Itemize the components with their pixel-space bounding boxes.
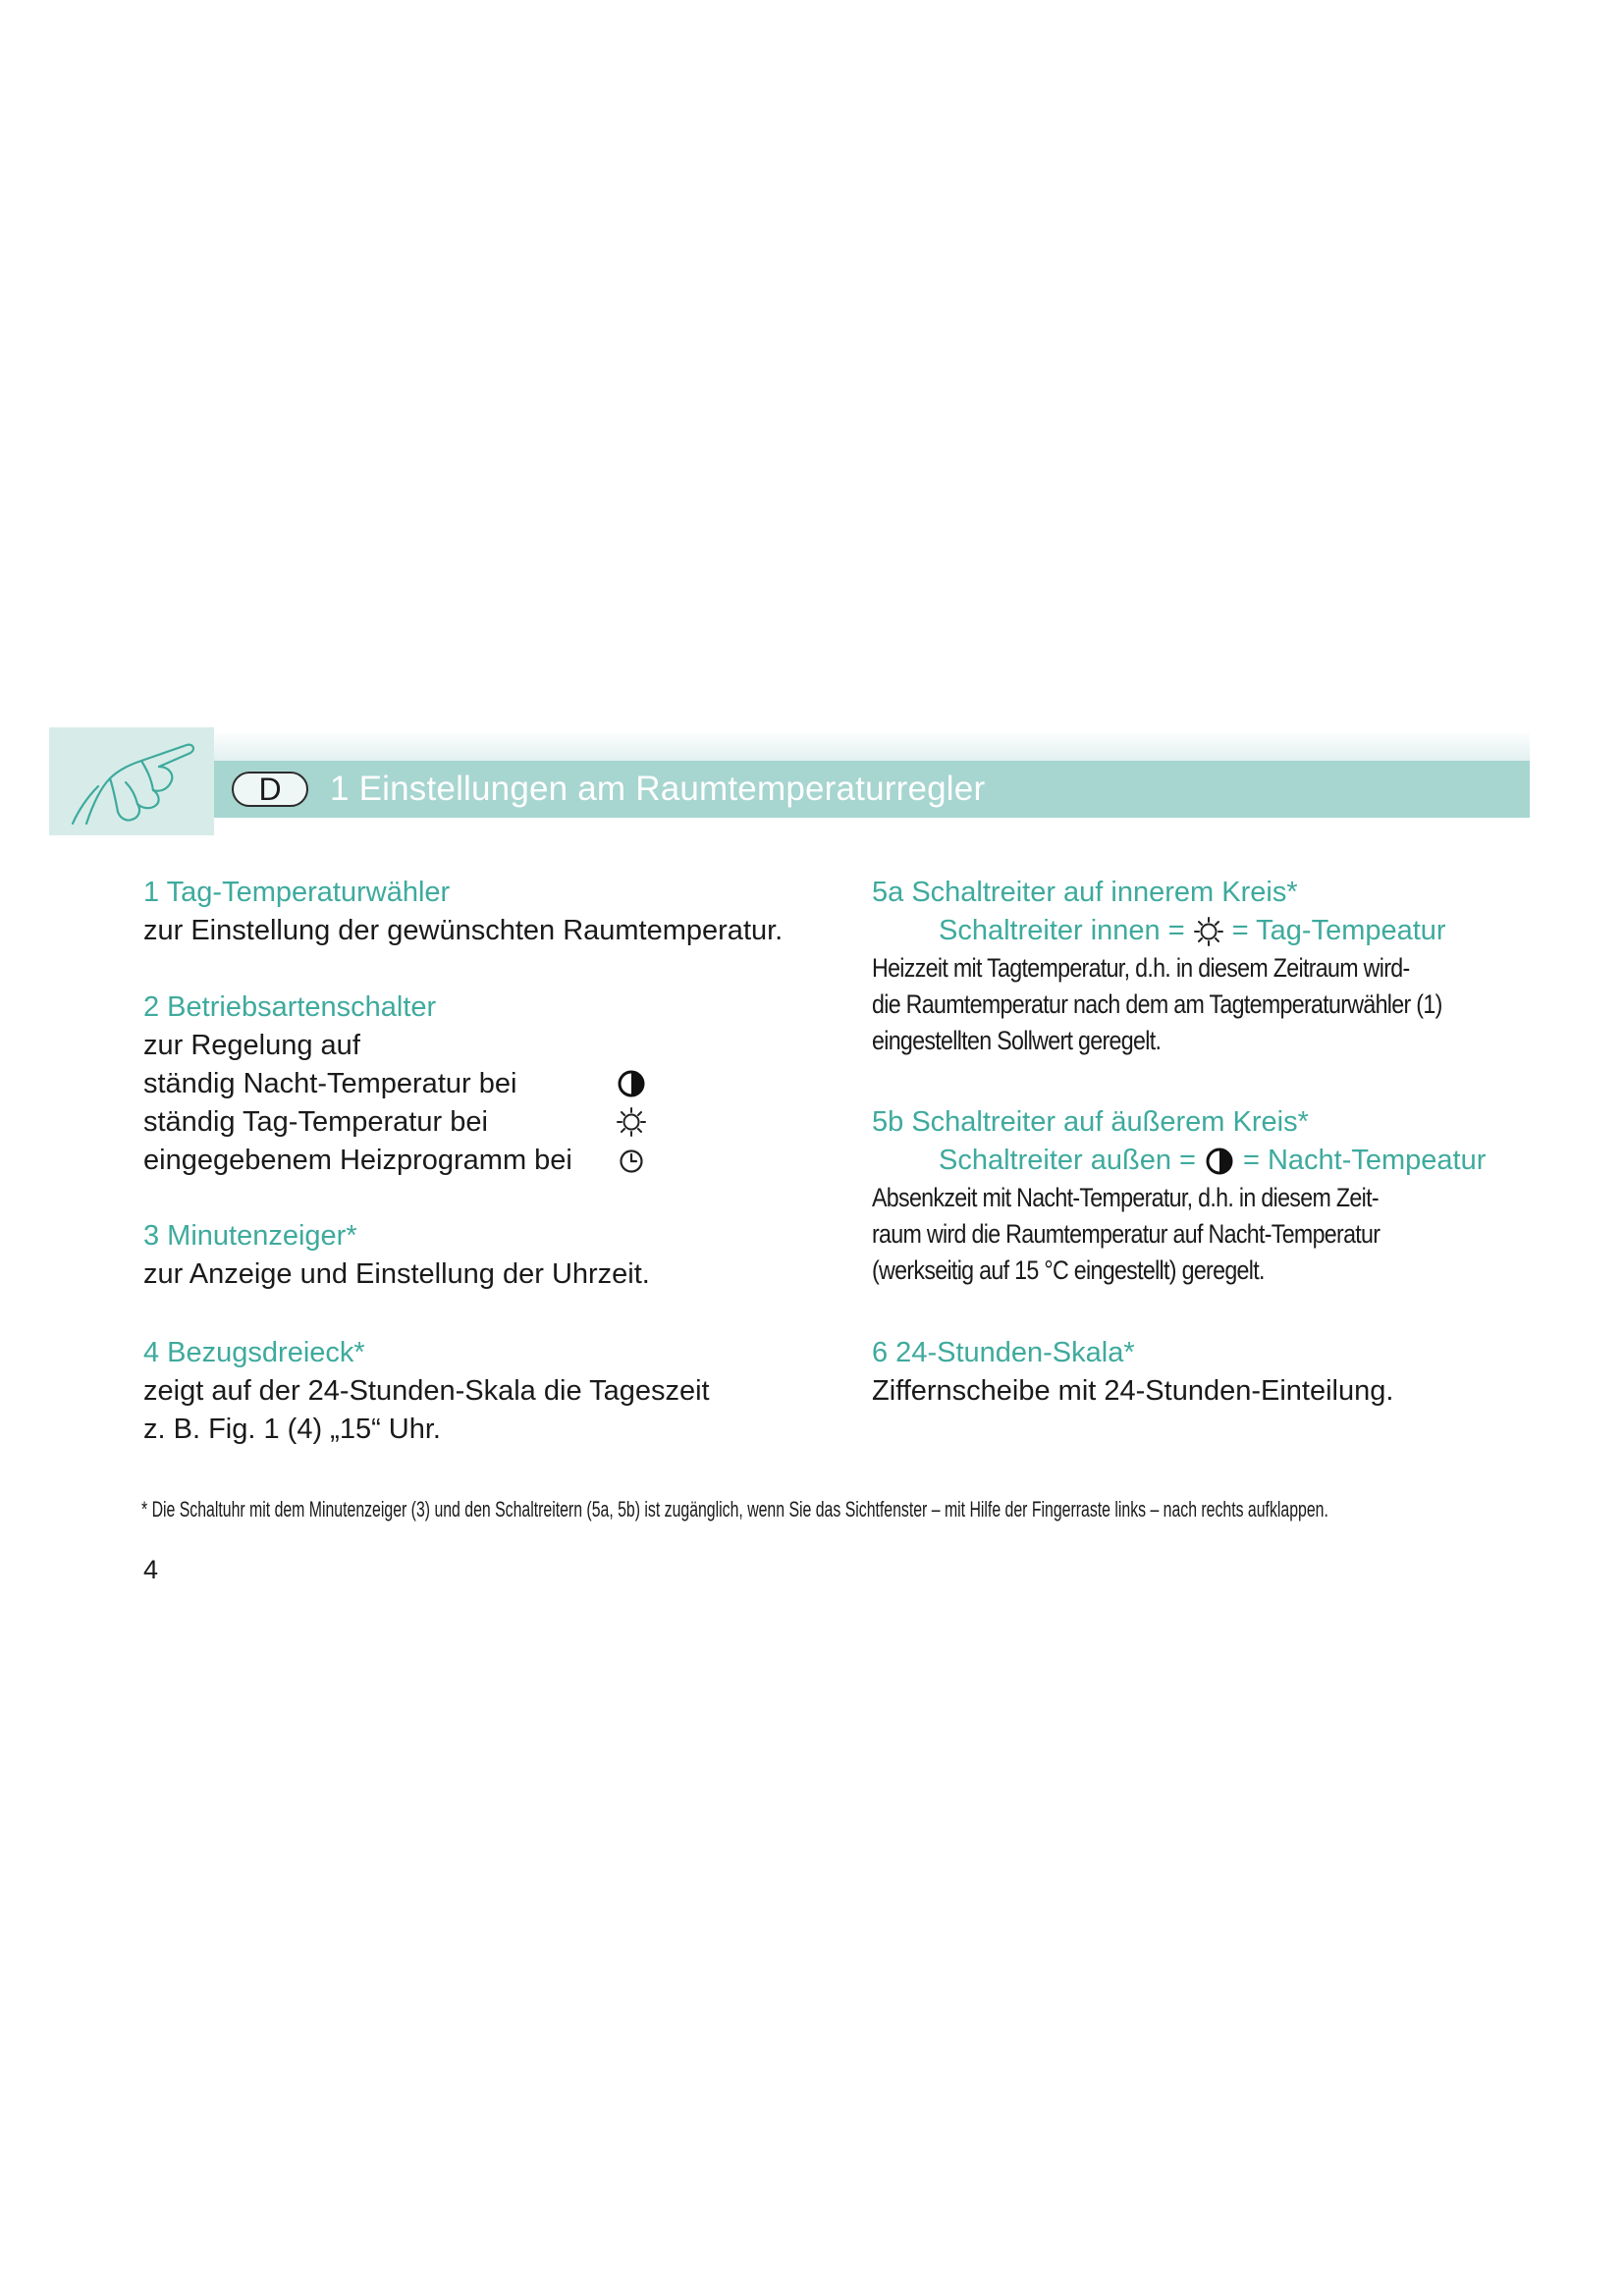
section-2-text-2: ständig Nacht-Temperatur bei <box>143 1068 517 1099</box>
half-moon-icon <box>1204 1146 1235 1177</box>
section-4-text-1: zeigt auf der 24-Stunden-Skala die Tageszeit <box>143 1375 710 1407</box>
section-2-text-3: ständig Tag-Temperatur bei <box>143 1106 488 1138</box>
section-5a-text-3: eingestellten Sollwert geregelt. <box>872 1026 1162 1055</box>
section-2-text-4: eingegebenem Heizprogramm bei <box>143 1145 572 1176</box>
section-3-text: zur Anzeige und Einstellung der Uhrzeit. <box>143 1258 650 1290</box>
section-4-text-2: z. B. Fig. 1 (4) „15“ Uhr. <box>143 1414 441 1445</box>
clock-icon <box>616 1145 647 1176</box>
section-4 <box>143 1334 710 1449</box>
section-5a-text-2: die Raumtemperatur nach dem am Tagtemperaturwähler (1) <box>872 989 1442 1019</box>
section-5a-heading: 5a Schaltreiter auf innerem Kreis* <box>872 877 1298 908</box>
section-2-heading: 2 Betriebsartenschalter <box>143 991 437 1023</box>
section-5b-text-1: Absenkzeit mit Nacht-Temperatur, d.h. in diesem Zeit- <box>872 1183 1379 1212</box>
section-5a-subline <box>872 912 1535 950</box>
section-5b-sub-prefix: Schaltreiter außen = <box>939 1145 1196 1176</box>
language-badge: D <box>232 772 308 807</box>
section-5b-text-3: (werkseitig auf 15 °C eingestellt) geregelt. <box>872 1255 1265 1285</box>
section-5b-sub-suffix: = Nacht-Tempeatur <box>1242 1145 1487 1176</box>
sun-icon <box>616 1106 647 1138</box>
half-moon-icon <box>616 1068 647 1099</box>
section-5a <box>872 874 1535 1059</box>
hand-pointer-icon <box>49 727 214 835</box>
section-1 <box>143 874 783 950</box>
section-3 <box>143 1217 650 1294</box>
section-6-text: Ziffernscheibe mit 24-Stunden-Einteilung. <box>872 1375 1394 1407</box>
section-3-heading: 3 Minutenzeiger* <box>143 1220 357 1252</box>
section-5b-heading: 5b Schaltreiter auf äußerem Kreis* <box>872 1106 1309 1138</box>
hand-pointer-icon-box <box>49 727 214 835</box>
page-number: 4 <box>143 1555 159 1584</box>
footnote: * Die Schaltuhr mit dem Minutenzeiger (3) und den Schaltreitern (5a, 5b) ist zugänglich, wenn Sie das Sichtfenster – mit Hilfe der Fingerraste links – nach rechts aufklappen. <box>141 1497 1328 1522</box>
section-5a-sub-prefix: Schaltreiter innen = <box>939 915 1185 946</box>
section-2-text-1: zur Regelung auf <box>143 1030 360 1061</box>
page-title: 1 Einstellungen am Raumtemperaturregler <box>330 770 986 808</box>
section-5b <box>872 1103 1486 1289</box>
section-5b-text-2: raum wird die Raumtemperatur auf Nacht-Temperatur <box>872 1219 1380 1249</box>
section-1-heading: 1 Tag-Temperaturwähler <box>143 877 451 908</box>
section-5b-subline <box>872 1142 1486 1180</box>
sun-icon <box>1193 916 1224 947</box>
section-6 <box>872 1334 1393 1411</box>
section-5a-text-1: Heizzeit mit Tagtemperatur, d.h. in diesem Zeitraum wird- <box>872 953 1410 983</box>
section-6-heading: 6 24-Stunden-Skala* <box>872 1337 1135 1368</box>
header-bar-shadow <box>214 731 1530 761</box>
section-4-heading: 4 Bezugsdreieck* <box>143 1337 365 1368</box>
section-2 <box>143 988 674 1180</box>
section-5a-sub-suffix: = Tag-Tempeatur <box>1231 915 1446 946</box>
section-1-text: zur Einstellung der gewünschten Raumtemperatur. <box>143 915 784 946</box>
